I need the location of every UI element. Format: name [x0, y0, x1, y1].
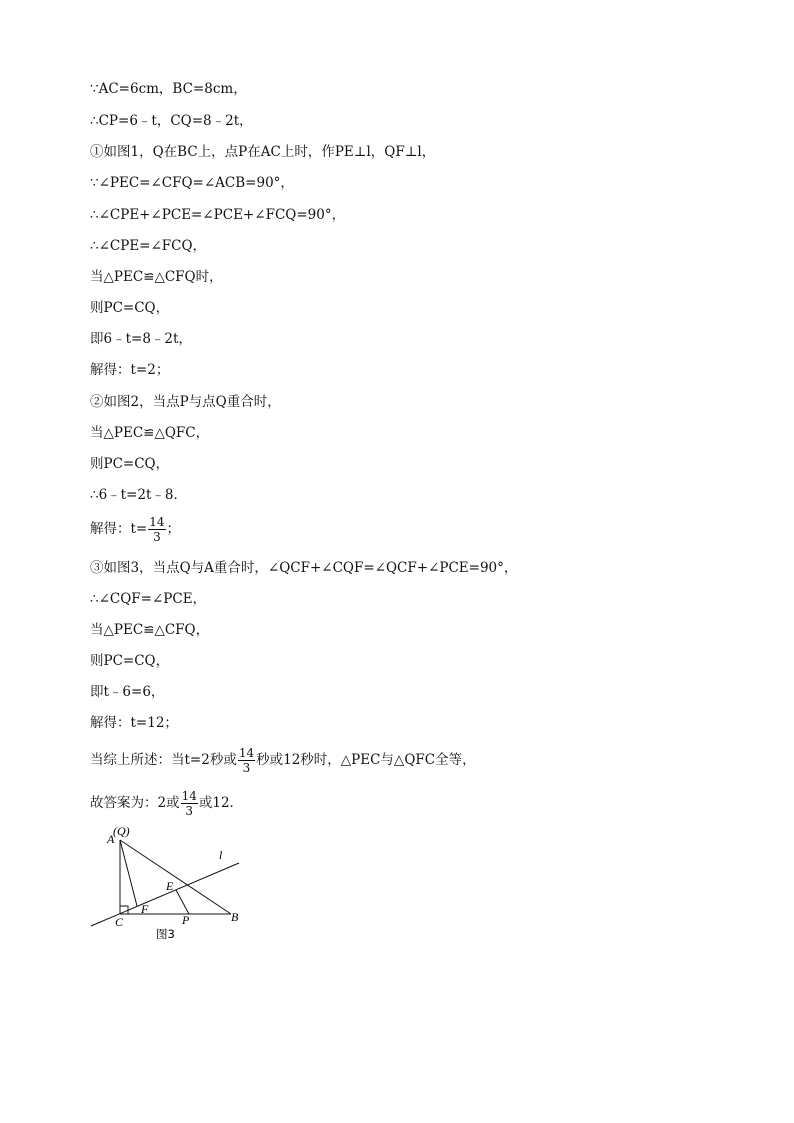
solution-line-16: ∴∠CQF=∠PCE，: [90, 591, 207, 607]
solution-line-9: 即6﹣t=8﹣2t，: [90, 331, 192, 347]
solution-line-12: 当△PEC≌△QFC，: [90, 425, 210, 441]
solution-line-10: 解得：t=2；: [90, 362, 170, 378]
fraction-numerator: 14: [149, 515, 165, 529]
label-E: E: [166, 879, 174, 893]
summary-fraction-denominator: 3: [242, 761, 251, 775]
solution-line-4: ∵∠PEC=∠CFQ=∠ACB=90°，: [90, 175, 294, 191]
summary-line: [90, 746, 476, 775]
solution-line-20: 解得：t=12；: [90, 715, 178, 731]
solution-line-18: 则PC=CQ，: [90, 653, 170, 669]
label-P: P: [182, 913, 190, 927]
result-prefix: 解得：t=: [90, 521, 148, 537]
summary-part2: 秒或12秒时，△PEC与△QFC全等，: [256, 752, 476, 768]
solution-line-fraction-result: [90, 515, 180, 544]
solution-line-15: ③如图3，当点Q与A重合时，∠QCF+∠CQF=∠QCF+∠PCE=90°，: [90, 560, 518, 576]
result-suffix: ；: [166, 521, 181, 537]
summary-fraction: [238, 746, 255, 775]
label-A: A: [107, 832, 115, 846]
answer-fraction-denominator: 3: [185, 804, 194, 818]
solution-line-14: ∴6﹣t=2t﹣8．: [90, 487, 188, 503]
solution-line-2: ∴CP=6﹣t，CQ=8﹣2t，: [90, 113, 253, 129]
summary-fraction-numerator: 14: [238, 746, 255, 760]
segment-EP: [176, 890, 189, 914]
answer-fraction: [181, 789, 198, 818]
geometry-figure-3: [85, 822, 250, 947]
solution-line-13: 则PC=CQ，: [90, 456, 170, 472]
answer-part1: 故答案为：2或: [90, 795, 180, 811]
answer-part2: 或12．: [198, 795, 244, 811]
figure-caption: 图3: [156, 927, 175, 941]
solution-line-7: 当△PEC≌△CFQ时，: [90, 269, 223, 285]
solution-line-11: ②如图2，当点P与点Q重合时，: [90, 394, 281, 410]
solution-line-5: ∴∠CPE+∠PCE=∠PCE+∠FCQ=90°，: [90, 207, 346, 223]
label-B: B: [231, 910, 239, 924]
solution-line-1: ∵AC=6cm，BC=8cm，: [90, 81, 247, 97]
solution-line-6: ∴∠CPE=∠FCQ，: [90, 238, 207, 254]
summary-part1: 当综上所述：当t=2秒或: [90, 752, 237, 768]
label-F: F: [141, 902, 149, 916]
solution-line-8: 则PC=CQ，: [90, 300, 170, 316]
fraction-denominator: 3: [153, 530, 161, 544]
solution-line-19: 即t﹣6=6，: [90, 684, 165, 700]
label-C: C: [115, 915, 124, 929]
solution-line-3: ①如图1，Q在BC上，点P在AC上时，作PE⊥l，QF⊥l，: [90, 144, 436, 160]
solution-line-17: 当△PEC≌△CFQ，: [90, 622, 210, 638]
answer-fraction-numerator: 14: [181, 789, 197, 803]
answer-line: [90, 789, 243, 818]
label-l: l: [219, 848, 223, 862]
fraction-14-3: [148, 515, 165, 544]
label-Q: (Q): [113, 824, 130, 838]
line-l: [91, 863, 239, 926]
